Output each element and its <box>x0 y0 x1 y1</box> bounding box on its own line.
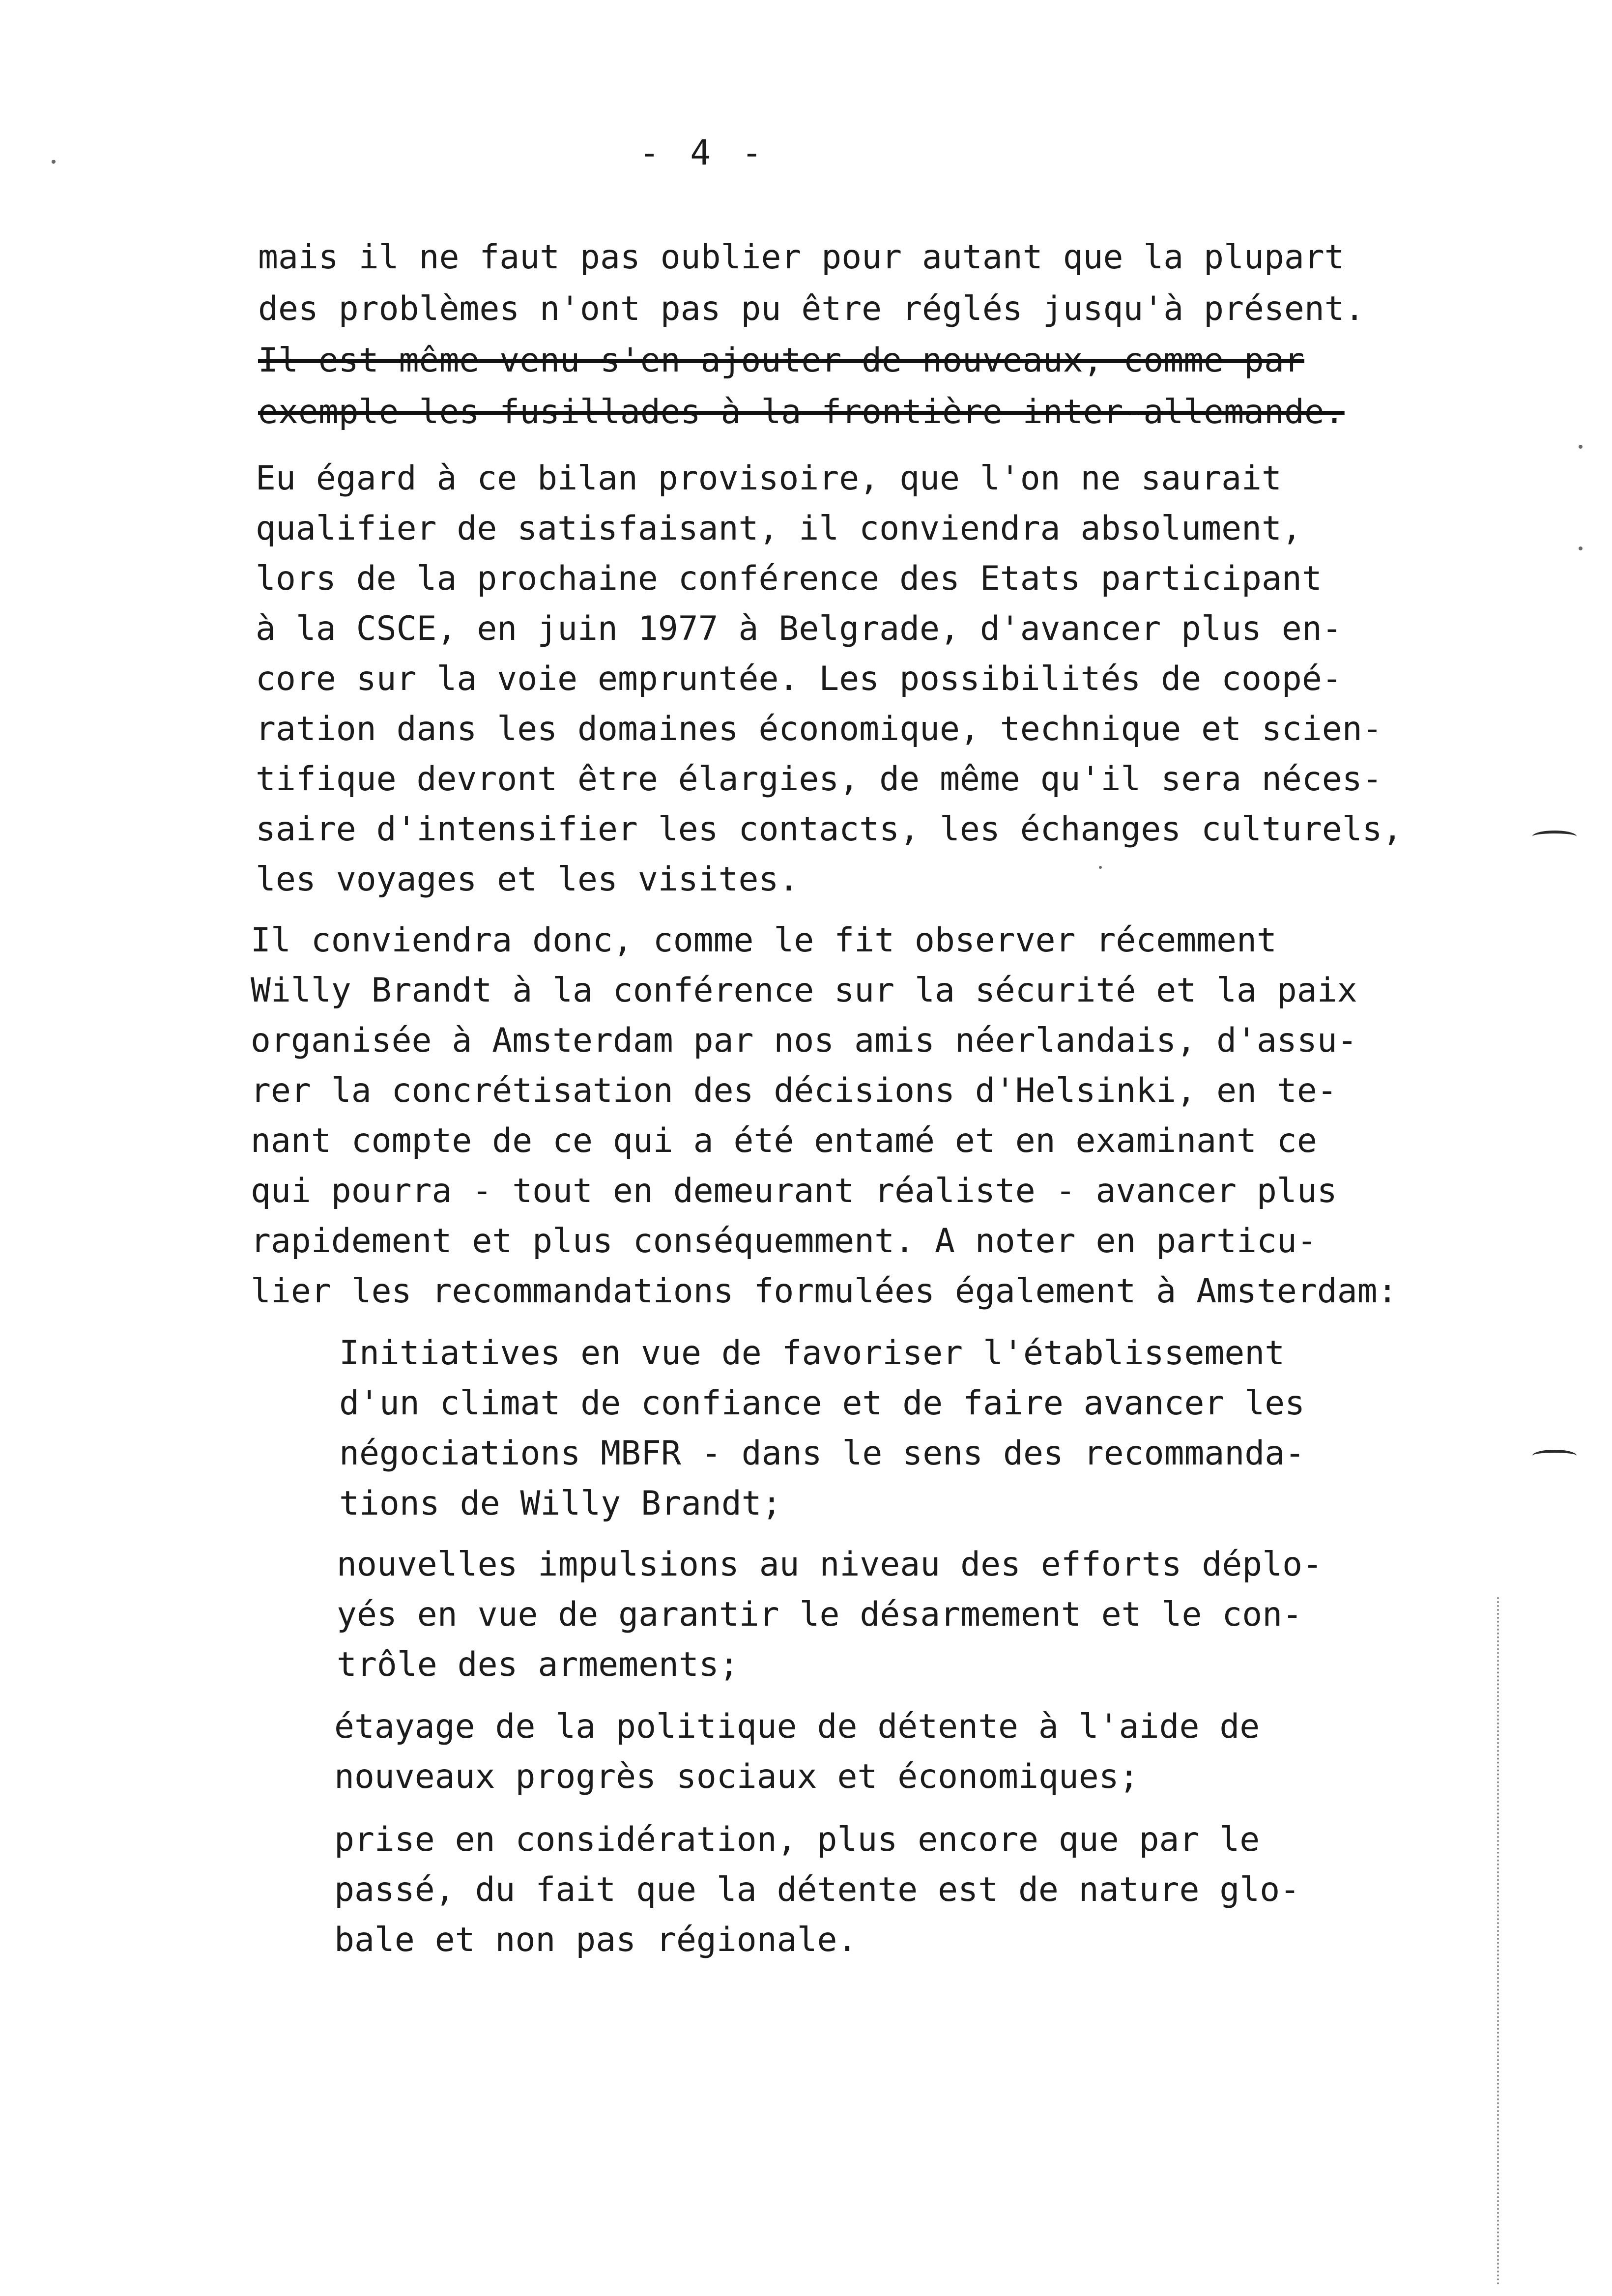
text-line: lier les recommandations formulées également à Amsterdam: <box>251 1272 1398 1311</box>
struck-text-line: exemple les fusillades à la frontière inter-allemande. <box>258 393 1345 431</box>
recommendation-line: trôle des armements; <box>337 1645 739 1684</box>
text-line: rer la concrétisation des décisions d'Helsinki, en te- <box>251 1071 1337 1110</box>
text-line: Willy Brandt à la conférence sur la sécurité et la paix <box>251 971 1357 1010</box>
text-line: core sur la voie empruntée. Les possibilités de coopé- <box>256 660 1342 698</box>
margin-mark <box>1532 831 1577 842</box>
recommendation-line: d'un climat de confiance et de faire avancer les <box>339 1384 1305 1423</box>
scan-speck <box>52 160 56 164</box>
recommendation-line: nouvelles impulsions au niveau des efforts déplo- <box>337 1545 1323 1584</box>
text-line: à la CSCE, en juin 1977 à Belgrade, d'avancer plus en- <box>256 609 1342 648</box>
text-line: Eu égard à ce bilan provisoire, que l'on ne saurait <box>256 459 1282 498</box>
text-line: ration dans les domaines économique, technique et scien- <box>256 710 1382 748</box>
text-line: rapidement et plus conséquemment. A noter en particu- <box>251 1222 1317 1261</box>
recommendation-line: passé, du fait que la détente est de nature glo- <box>334 1870 1300 1909</box>
scan-edge-line <box>1497 1597 1499 2285</box>
text-line: nant compte de ce qui a été entamé et en examinant ce <box>251 1121 1317 1160</box>
text-line: organisée à Amsterdam par nos amis néerlandais, d'assu- <box>251 1021 1357 1060</box>
recommendation-line: prise en considération, plus encore que par le <box>334 1820 1260 1859</box>
page-number: - 4 - <box>639 133 767 173</box>
scan-speck <box>1579 445 1583 449</box>
recommendation-line: Initiatives en vue de favoriser l'établissement <box>339 1334 1285 1373</box>
text-line: Il conviendra donc, comme le fit observer récemment <box>251 921 1277 960</box>
recommendation-line: yés en vue de garantir le désarmement et le con- <box>337 1595 1303 1634</box>
recommendation-line: étayage de la politique de détente à l'aide de <box>334 1707 1260 1746</box>
text-line: saire d'intensifier les contacts, les échanges culturels, <box>256 810 1403 849</box>
margin-mark <box>1532 1450 1577 1462</box>
recommendation-line: bale et non pas régionale. <box>334 1921 858 1959</box>
text-line: qualifier de satisfaisant, il conviendra absolument, <box>256 509 1302 548</box>
recommendation-line: tions de Willy Brandt; <box>339 1484 782 1523</box>
recommendation-line: négociations MBFR - dans le sens des recommanda- <box>339 1434 1305 1473</box>
recommendation-line: nouveaux progrès sociaux et économiques; <box>334 1757 1139 1796</box>
text-line: des problèmes n'ont pas pu être réglés jusqu'à présent. <box>258 289 1365 328</box>
text-line: qui pourra - tout en demeurant réaliste - avancer plus <box>251 1172 1337 1210</box>
scan-speck <box>1579 546 1583 550</box>
text-line: les voyages et les visites. <box>256 860 799 899</box>
struck-text-line: Il est même venu s'en ajouter de nouveaux, comme par <box>258 341 1304 380</box>
text-line: tifique devront être élargies, de même qu'il sera néces- <box>256 760 1382 799</box>
text-line: mais il ne faut pas oublier pour autant que la plupart <box>258 238 1345 277</box>
scan-speck <box>1099 866 1102 869</box>
text-line: lors de la prochaine conférence des Etats participant <box>256 559 1322 598</box>
